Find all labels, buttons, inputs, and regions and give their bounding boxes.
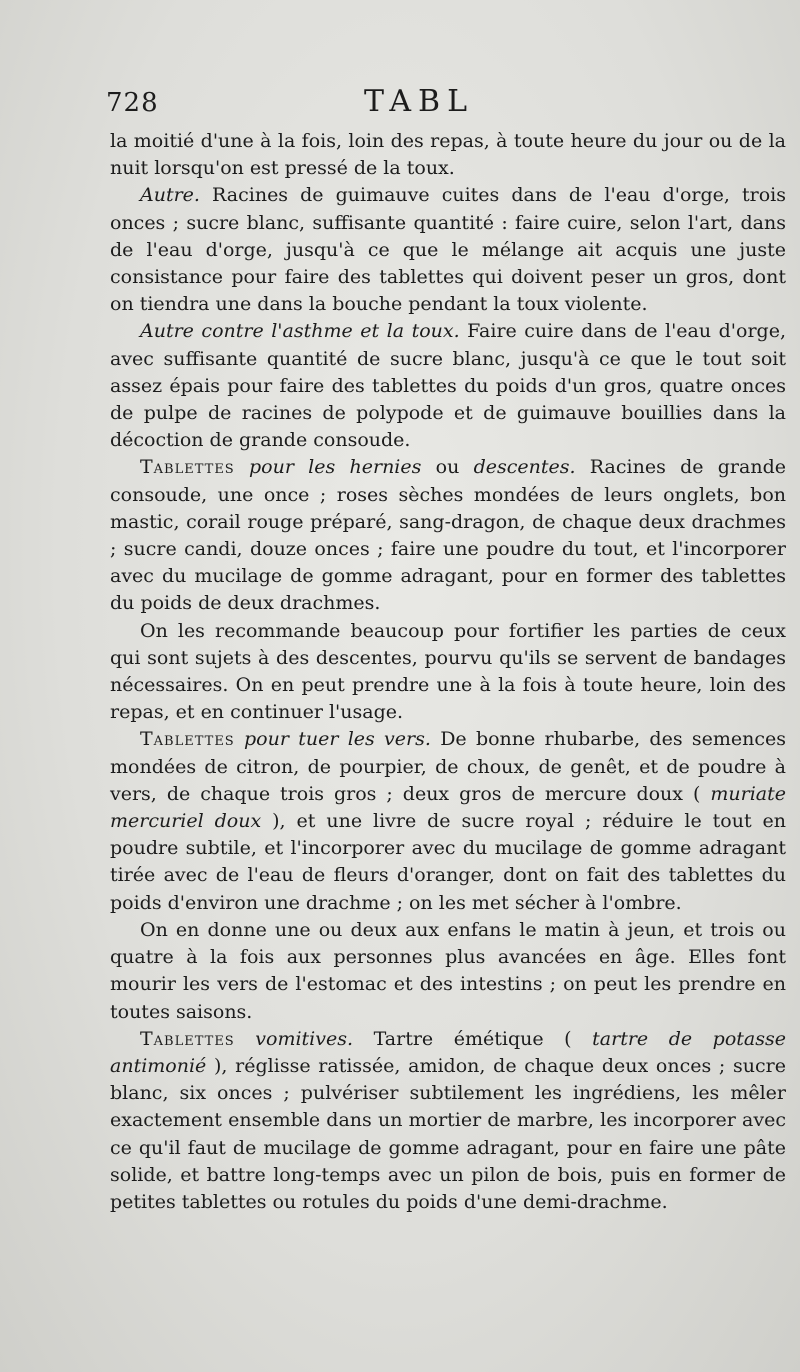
entry-subject: pour les hernies <box>234 456 436 479</box>
paragraph-text: On les recommande beaucoup pour fortifier les parties de ceux qui sont sujets à des descentes, pourvu qu'ils se servent de bandages nécessaires. On en peut prendre une à la fois à toute heure, loin des repas, et en continuer l'usage. <box>110 619 786 724</box>
recipe-heading: Autre contre l'asthme et la toux. <box>140 320 460 343</box>
entry-connector: ou <box>435 456 460 479</box>
paragraph-text: Racines de guimauve cuites dans de l'eau d'orge, trois onces ; sucre blanc, suffisante quantité : faire cuire, selon l'art, dans de l'eau d'orge, jusqu'à ce que le mélange ait acquis une juste consistance pour faire des tablettes qui doivent peser un gros, dont on tiendra une dans la bouche pendant la toux violente. <box>110 184 786 316</box>
paragraph-text: Racines de grande consoude, une once ; roses sèches mondées de leurs onglets, bon mastic, corail rouge préparé, sang-dragon, de chaque deux drachmes ; sucre candi, douze onces ; faire une poudre du tout, et l'incorporer avec du mucilage de gomme adragant, pour en former des tablettes du poids de deux drachmes. <box>110 456 786 615</box>
paragraph-text: Faire cuire dans de l'eau d'orge, avec suffisante quantité de sucre blanc, jusqu'à ce que le tout soit assez épais pour faire des tablettes du poids d'un gros, quatre onces de pulpe de racines de polypode et de guimauve bouillies dans la décoction de grande consoude. <box>110 320 786 452</box>
page-number: 728 <box>106 88 159 118</box>
paragraph-text: On en donne une ou deux aux enfans le matin à jeun, et trois ou quatre à la fois aux personnes plus avancées en âge. Elles font mourir les vers de l'estomac et des intestins ; on peut les prendre en toutes saisons. <box>110 918 786 1023</box>
modern-name: muriate mercuriel doux <box>110 782 786 833</box>
page-header <box>106 84 786 128</box>
note-hernies <box>110 618 786 727</box>
paragraph-continuation <box>110 128 786 182</box>
entry-subject: vomitives. <box>234 1027 354 1050</box>
entry-subject: pour tuer les vers. <box>234 728 431 751</box>
entry-subject-alt: descentes. <box>459 456 576 479</box>
modern-name: tartre de potasse antimonié <box>110 1027 786 1077</box>
note-vers <box>110 917 786 1026</box>
paragraph-text-continued: ), réglisse ratissée, amidon, de chaque deux onces ; sucre blanc, six onces ; pulvériser subtilement les ingrédiens, les mêler exactement ensemble dans un mortier de marbre, les incorporer avec ce qu'il faut de mucilage de gomme adragant, pour en faire une pâte solide, et battre long-temps avec un pilon de bois, puis en former de petites tablettes ou rotules du poids d'une demi-drachme. <box>110 1054 786 1213</box>
entry-tablettes-vomitives <box>110 1026 786 1216</box>
paragraph-text-continued: ), et une livre de sucre royal ; réduire le tout en poudre subtile, et l'incorporer avec du mucilage de gomme adragant tirée avec de l'eau de fleurs d'oranger, dont on fait des tablettes du poids d'environ une drachme ; on les met sécher à l'ombre. <box>110 810 787 914</box>
paragraph-text: la moitié d'une à la fois, loin des repas, à toute heure du jour ou de la nuit lorsqu'on est pressé de la toux. <box>110 130 786 180</box>
paragraph-text: De bonne rhubarbe, des semences mondées de citron, de pourpier, de choux, de genêt, et de poudre à vers, de chaque trois gros ; deux gros de mercure doux ( <box>110 728 786 805</box>
body-text <box>110 128 786 1216</box>
entry-tablettes-vers <box>110 726 786 916</box>
recipe-autre <box>110 182 786 318</box>
recipe-heading: Autre. <box>140 184 200 207</box>
paragraph-text: Tartre émétique ( <box>353 1027 572 1050</box>
recipe-autre-asthme <box>110 318 786 454</box>
entry-headword: Tablettes <box>140 1027 235 1050</box>
running-head: TABL <box>364 84 475 119</box>
entry-headword: Tablettes <box>140 728 235 751</box>
entry-headword: Tablettes <box>140 456 235 479</box>
entry-tablettes-hernies <box>110 454 786 617</box>
